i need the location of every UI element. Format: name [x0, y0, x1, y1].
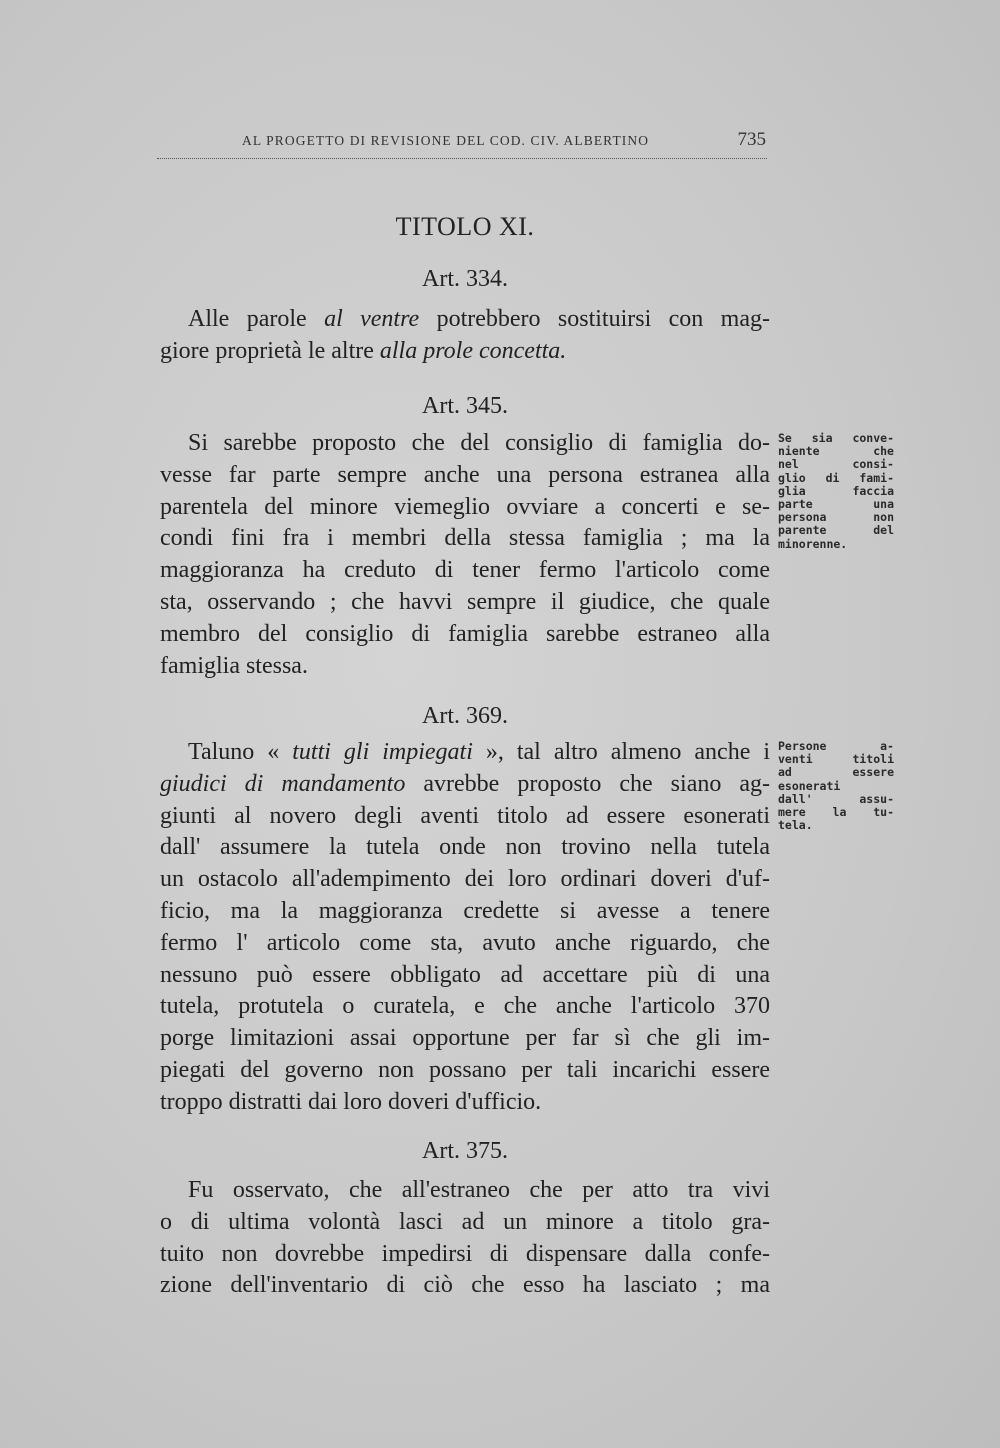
text-line: famiglia stessa.	[160, 652, 308, 679]
article-text-334	[160, 304, 770, 368]
note-line: persona non	[778, 510, 894, 525]
text-line: porge limitazioni assai opportune per far sì che gli im-	[160, 1025, 770, 1052]
note-line: nel consi-	[778, 457, 894, 472]
article-heading-375: Art. 375.	[422, 1138, 508, 1164]
text-line: Alle parole al ventre potrebbero sostituirsi con mag-	[188, 306, 770, 332]
text-line: giudici di mandamento avrebbe proposto che siano ag-	[160, 770, 771, 797]
margin-note-369	[778, 740, 894, 832]
text-line: parentela del minore viemeglio ovviare a concerti e se-	[160, 493, 770, 520]
note-line: parente del	[778, 523, 894, 538]
margin-note-345	[778, 432, 894, 551]
section-title: TITOLO XI.	[395, 212, 535, 241]
note-line: minorenne.	[778, 536, 848, 551]
text-line: zione dell'inventario di ciò che esso ha lasciato ; ma	[160, 1272, 770, 1299]
note-line: mere la tu-	[778, 805, 894, 820]
note-line: tela.	[778, 818, 813, 833]
text-line: tutela, protutela o curatela, e che anche l'articolo 370	[160, 993, 770, 1020]
text-line: condi fini fra i membri della stessa famiglia ; ma la	[160, 525, 770, 552]
note-line: venti titoli	[778, 752, 894, 767]
article-text-345	[160, 428, 770, 682]
note-line: ad essere	[778, 765, 894, 780]
text-line: piegati del governo non possano per tali incarichi essere	[160, 1056, 770, 1083]
note-line: parte una	[778, 497, 894, 512]
article-heading-334: Art. 334.	[422, 266, 508, 292]
article-text-375	[160, 1175, 770, 1302]
page-header	[160, 129, 766, 157]
text-line: nessuno può essere obbligato ad accettare più di una	[160, 961, 770, 988]
text-line: giunti al novero degli aventi titolo ad essere esonerati	[160, 802, 770, 829]
text-line: un ostacolo all'adempimento dei loro ordinari doveri d'uf-	[160, 866, 770, 893]
text-line: fermo l' articolo come sta, avuto anche riguardo, che	[160, 929, 770, 956]
text-line: Fu osservato, che all'estraneo che per atto tra vivi	[188, 1177, 770, 1203]
note-line: esonerati	[778, 778, 841, 793]
article-heading-369: Art. 369.	[422, 703, 508, 729]
note-line: dall' assu-	[778, 791, 894, 806]
note-line: niente che	[778, 444, 894, 459]
note-line: Persone a-	[778, 739, 894, 753]
text-line: troppo distratti dai loro doveri d'ufficio.	[160, 1088, 542, 1115]
text-line: tuito non dovrebbe impedirsi di dispensare dalla confe-	[160, 1240, 770, 1267]
text-line: sta, osservando ; che havvi sempre il giudice, che quale	[160, 588, 770, 615]
text-line: maggioranza ha creduto di tener fermo l'articolo come	[160, 557, 770, 584]
note-line: glia faccia	[778, 483, 894, 498]
page-number: 735	[737, 129, 766, 150]
text-line: Si sarebbe proposto che del consiglio di famiglia do-	[188, 430, 770, 456]
article-text-369	[160, 737, 770, 1119]
article-heading-345: Art. 345.	[422, 393, 508, 419]
text-line: o di ultima volontà lasci ad un minore a titolo gra-	[160, 1208, 770, 1235]
header-rule	[157, 158, 767, 159]
text-line: ficio, ma la maggioranza credette si avesse a tenere	[160, 897, 770, 924]
text-line: dall' assumere la tutela onde non trovino nella tutela	[160, 834, 770, 861]
note-line: Se sia conve-	[778, 431, 894, 445]
text-line: Taluno « tutti gli impiegati », tal altro almeno anche i	[188, 739, 770, 765]
note-line: glio di fami-	[778, 470, 894, 485]
running-title: AL PROGETTO DI REVISIONE DEL COD. CIV. ALBERTINO	[242, 133, 650, 148]
text-line: membro del consiglio di famiglia sarebbe estraneo alla	[160, 620, 770, 647]
text-line: giore proprietà le altre alla prole concetta.	[160, 337, 567, 364]
text-line: vesse far parte sempre anche una persona estranea alla	[160, 461, 770, 488]
